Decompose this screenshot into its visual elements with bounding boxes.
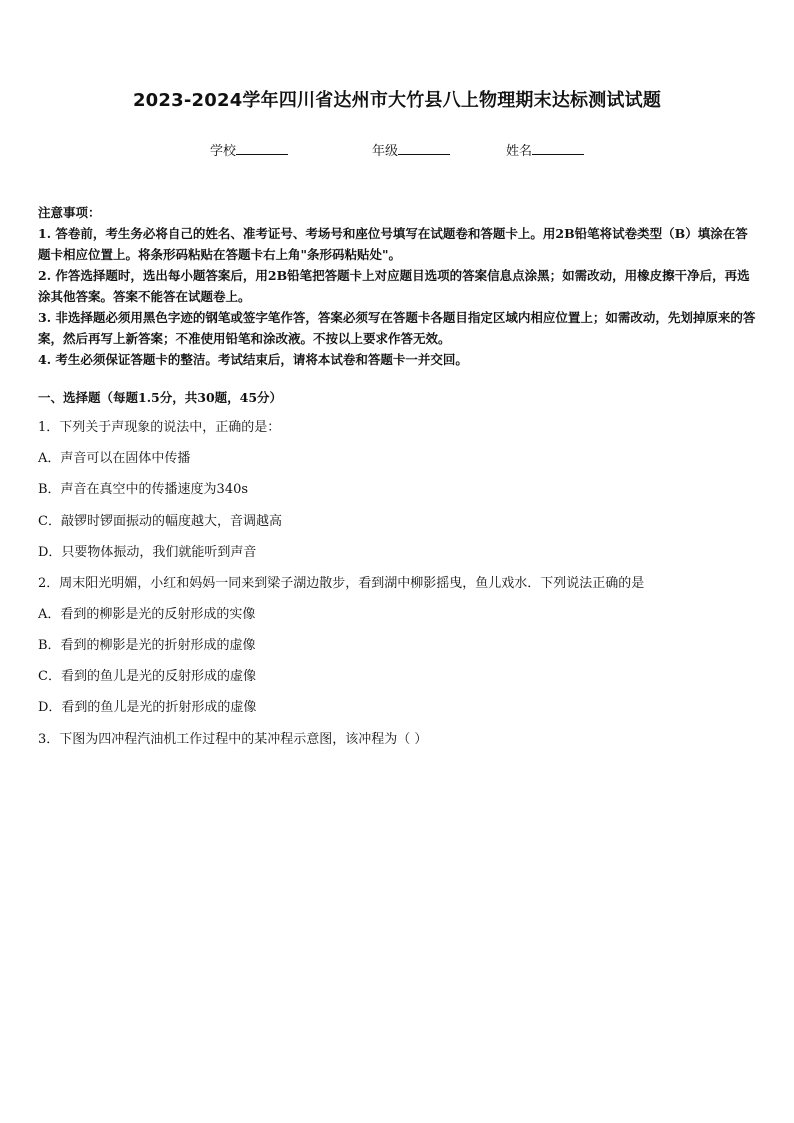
notes-section	[38, 202, 760, 370]
question-stem: 2．周末阳光明媚，小红和妈妈一同来到梁子湖边散步，看到湖中柳影摇曳，鱼儿戏水．下列说法正确的是	[38, 576, 645, 591]
question-option: B．声音在真空中的传播速度为340s	[38, 482, 249, 497]
question-option: D．只要物体振动，我们就能听到声音	[38, 545, 257, 560]
question-option: C．敲锣时锣面振动的幅度越大，音调越高	[38, 514, 282, 529]
notes-heading: 注意事项：	[38, 205, 101, 220]
note-item: 3. 非选择题必须用黑色字迹的钢笔或签字笔作答，答案必须写在答题卡各题目指定区域内相应位置上；如需改动，先划掉原来的答案，然后再写上新答案；不准使用铅笔和涂改液。不按以上要求作答无效。	[38, 310, 756, 346]
name-field	[506, 140, 584, 159]
name-blank	[532, 142, 584, 155]
school-field	[210, 140, 288, 159]
section-heading: 一、选择题（每题1.5分，共30题，45分）	[38, 390, 283, 405]
question-stem: 3．下图为四冲程汽油机工作过程中的某冲程示意图，该冲程为（ ）	[38, 732, 428, 747]
question-option: B．看到的柳影是光的折射形成的虚像	[38, 638, 256, 653]
note-item: 1. 答卷前，考生务必将自己的姓名、准考证号、考场号和座位号填写在试题卷和答题卡上。用2B铅笔将试卷类型（B）填涂在答题卡相应位置上。将条形码粘贴在答题卡右上角"条形码粘贴处"。	[38, 226, 748, 262]
question-option: A．看到的柳影是光的反射形成的实像	[38, 607, 256, 622]
school-label: 学校	[210, 144, 237, 159]
grade-blank	[398, 142, 450, 155]
school-blank	[236, 142, 288, 155]
page-title: 2023-2024学年四川省达州市大竹县八上物理期末达标测试试题	[132, 90, 662, 111]
note-item: 4. 考生必须保证答题卡的整洁。考试结束后，请将本试卷和答题卡一并交回。	[38, 352, 468, 367]
grade-label: 年级	[372, 144, 399, 159]
question-stem: 1．下列关于声现象的说法中，正确的是：	[38, 420, 281, 435]
note-item: 2. 作答选择题时，选出每小题答案后，用2B铅笔把答题卡上对应题目选项的答案信息点涂黑；如需改动，用橡皮擦干净后，再选涂其他答案。答案不能答在试题卷上。	[38, 268, 750, 304]
question-option: C．看到的鱼儿是光的反射形成的虚像	[38, 669, 256, 684]
grade-field	[372, 140, 450, 159]
name-label: 姓名	[506, 144, 533, 159]
question-option: A．声音可以在固体中传播	[38, 451, 191, 466]
question-option: D．看到的鱼儿是光的折射形成的虚像	[38, 700, 257, 715]
